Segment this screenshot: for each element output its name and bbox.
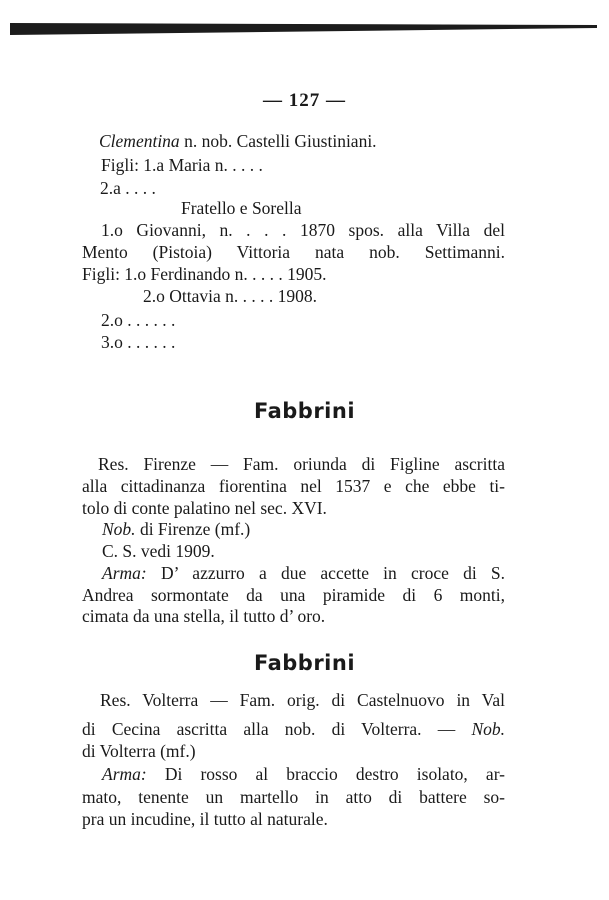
- entry-line-9: 2.o . . . . . .: [101, 310, 176, 330]
- nob-label: Nob.: [102, 519, 136, 539]
- entry-name: Clementina: [99, 131, 180, 151]
- section1-line-6: [102, 562, 505, 584]
- section1-line-4: [102, 518, 250, 540]
- entry-line-8: 2.o Ottavia n. . . . . 1908.: [143, 286, 318, 306]
- section2-line-3: di Volterra (mf.): [82, 741, 196, 761]
- section2-line-1: Res. Volterra — Fam. orig. di Castelnuovo in Val: [100, 690, 505, 710]
- section-heading-2: Fabbrini: [253, 651, 356, 675]
- arma-label: Arma:: [102, 563, 147, 583]
- arma-label-2: Arma:: [102, 764, 147, 784]
- section2-line-2: [82, 718, 505, 740]
- top-border-rule: [10, 23, 597, 35]
- entry-line-3: 2.a . . . .: [100, 178, 156, 198]
- entry-line-6: Mento (Pistoia) Vittoria nata nob. Settimanni.: [82, 242, 505, 262]
- entry-line-1: [99, 130, 377, 152]
- entry-line-10: 3.o . . . . . .: [101, 332, 176, 352]
- section1-line-6-rest: D’ azzurro a due accette in croce di S.: [160, 563, 506, 583]
- section1-line-4-rest: di Firenze (mf.): [139, 519, 251, 539]
- entry-line-5: 1.o Giovanni, n. . . . 1870 spos. alla Villa del: [101, 220, 505, 240]
- section1-line-3: tolo di conte palatino nel sec. XVI.: [82, 498, 327, 518]
- section1-line-1: Res. Firenze — Fam. oriunda di Figline ascritta: [98, 454, 505, 474]
- section2-line-4-rest: Di rosso al braccio destro isolato, ar-: [164, 764, 506, 784]
- section1-line-7: Andrea sormontate da una piramide di 6 monti,: [82, 585, 505, 605]
- entry-line-7: Figli: 1.o Ferdinando n. . . . . 1905.: [82, 264, 327, 284]
- entry-line-2: Figli: 1.a Maria n. . . . .: [101, 155, 263, 175]
- section2-line-4: [102, 763, 505, 785]
- section2-line-5: mato, tenente un martello in atto di battere so-: [82, 787, 505, 807]
- section-heading-1: Fabbrini: [253, 399, 356, 423]
- section1-line-8: cimata da una stella, il tutto d’ oro.: [82, 606, 326, 626]
- entry-line-1-rest: n. nob. Castelli Giustiniani.: [184, 131, 377, 151]
- section2-line-2-main: di Cecina ascritta alla nob. di Volterra. —: [82, 719, 456, 739]
- entry-subheading: Fratello e Sorella: [181, 198, 302, 218]
- page-number: — 127 —: [263, 90, 346, 111]
- section1-line-5: C. S. vedi 1909.: [102, 541, 215, 561]
- section1-line-2: alla cittadinanza fiorentina nel 1537 e che ebbe ti-: [82, 476, 505, 496]
- section2-line-6: pra un incudine, il tutto al naturale.: [82, 809, 328, 829]
- nob-label-2: Nob.: [471, 719, 505, 739]
